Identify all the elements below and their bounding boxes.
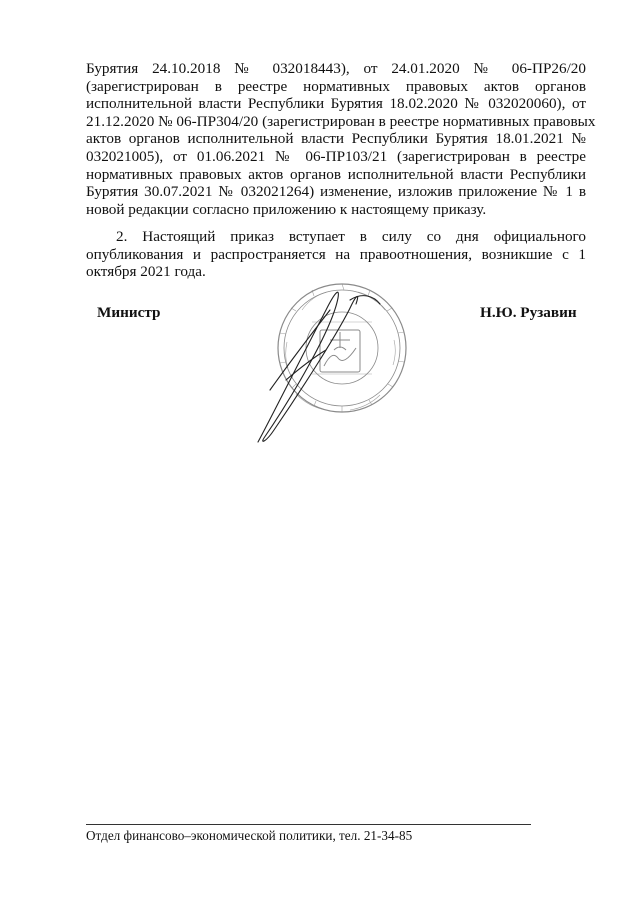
paragraph-line: 21.12.2020 № 06-ПР304/20 (зарегистрирован в реестре нормативных правовых (86, 112, 596, 130)
paragraph-1 (86, 60, 596, 218)
paragraph-line: 032021005), от 01.06.2021 № 06-ПР103/21 (зарегистрирован в реестре (86, 147, 586, 165)
paragraph-line: (зарегистрирован в реестре нормативных правовых актов органов (86, 77, 586, 95)
footer-divider (86, 824, 531, 825)
handwritten-signature (258, 292, 380, 442)
paragraph-line: исполнительной власти Республики Бурятия 18.02.2020 № 032020060), от (86, 95, 586, 113)
paragraph-line: Бурятия 30.07.2021 № 032021264) изменение, изложив приложение № 1 в (86, 183, 586, 201)
paragraph-line: актов органов исполнительной власти Республики Бурятия 18.01.2021 № (86, 130, 586, 148)
paragraph-line: 2. Настоящий приказ вступает в силу со дня официального (116, 228, 586, 245)
official-seal-and-signature (230, 270, 420, 450)
paragraph-line: Бурятия 24.10.2018 № 032018443), от 24.01.2020 № 06-ПР26/20 (86, 60, 586, 77)
signatory-position: Министр (97, 304, 161, 321)
seal-stamp (278, 284, 406, 412)
paragraph-line: нормативных правовых актов органов исполнительной власти Республики (86, 165, 586, 183)
paragraph-line: опубликования и распространяется на правоотношения, возникшие с 1 (86, 245, 586, 263)
footer-contact: Отдел финансово–экономической политики, тел. 21-34-85 (86, 828, 413, 843)
signatory-name: Н.Ю. Рузавин (480, 304, 577, 321)
paragraph-line: октября 2021 года. (86, 263, 206, 281)
paragraph-line: новой редакции согласно приложению к настоящему приказу. (86, 200, 487, 218)
